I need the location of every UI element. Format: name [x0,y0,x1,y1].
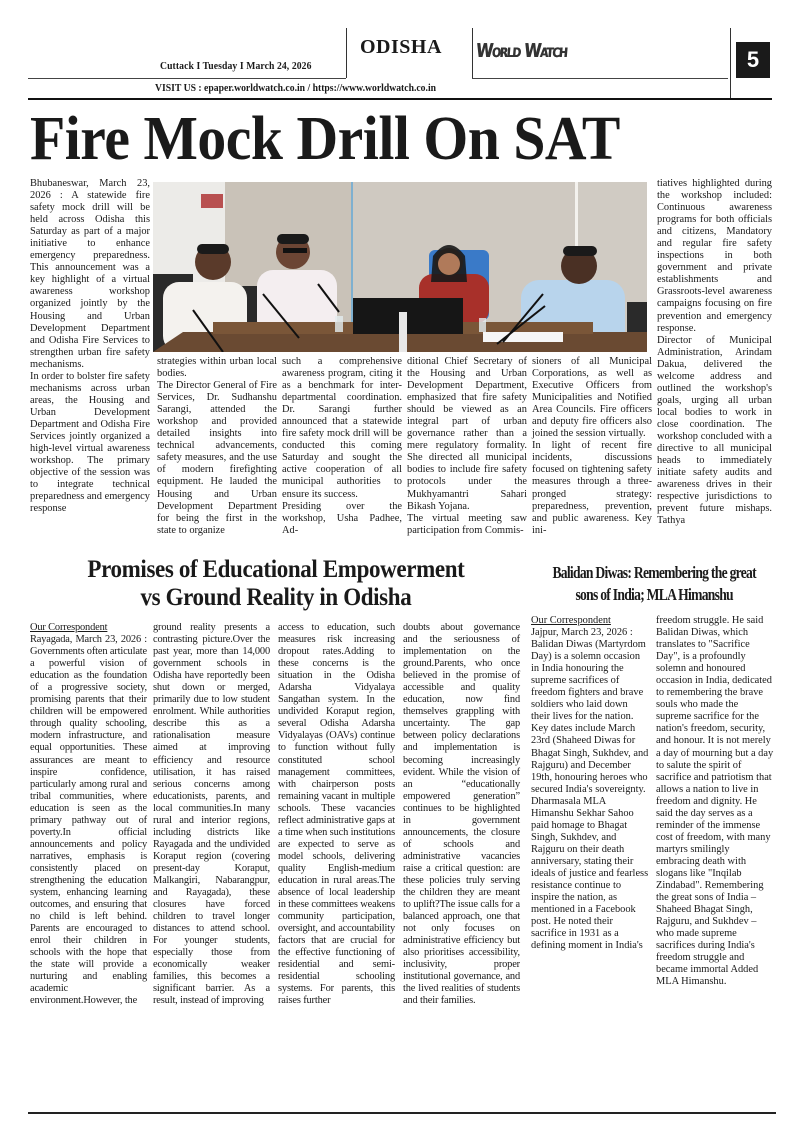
article-fire-column-3 [282,356,402,537]
newspaper-logo: WORLD WATCH [475,40,568,62]
page-number: 5 [736,42,770,78]
divider [730,28,731,100]
article-balidan-column-1 [531,615,649,952]
article-education-column-4 [403,622,520,1008]
article-fire-column-2 [157,356,277,537]
paragraph: Presiding over the workshop, Usha Padhee, Ad- [282,500,402,536]
headline-line-2: sons of India; MLA Himanshu [575,585,733,604]
divider [472,28,473,78]
photo-officials-meeting [153,182,647,352]
paragraph: Bhubaneswar, March 23, 2026 : A statewide fire safety mock drill will be held across Odisha this Saturday as part of a major initiative to enhance emergency preparedness. This announcement was a key highlight of a virtual awareness workshop organized jointly by the Housing and Urban Development Department and Odisha Fire Services to strengthen urban fire safety mechanisms. [30,178,150,370]
paragraph: The Director General of Fire Services, Dr. Sudhanshu Sarangi, attended the workshop and provided detailed insights into technical advancements, safety measures, and the use of modern firefighting equipment. He lauded the Housing and Urban Development Department for being the first in the state to organize [157,380,277,536]
byline: Our Correspondent [531,615,611,626]
paragraph: doubts about governance and the seriousness of implementation on the ground.Parents, who once believed in the promise of accessible and quality education, now find themselves grappling with uncertainty. The gap between policy declarations and implementation is becoming increasingly evident. While the vision of an “educationally empowered generation” continues to be highlighted in government announcements, the closure of schools and administrative vacancies raise a critical question: are these policies truly serving the children they are meant to uplift?The issue calls for a balanced approach, one that not only focuses on administrative efficiency but also prioritises accessibility, inclusivity, proper institutional governance, and the lived realities of students and their families. [403,622,520,1007]
masthead [0,0,800,102]
article-education-column-3 [278,622,395,1008]
paragraph: access to education, such measures risk increasing dropout rates.Adding to these concerns is the situation in the Odisha Adarsha Vidyalaya Sangathan system. In the undivided Koraput region, several Odisha Adarsha Vidyalayas (OAVs) continue to function without fully constituted school management committees, with chairperson posts remaining vacant in multiple schools. These vacancies reflect administrative gaps at a time when such institutions are expected to serve as model schools, delivering quality English-medium education in rural areas.The absence of local leadership in these committees weakens community participation, oversight, and accountability factors that are crucial for the effective functioning of residential and semi-residential schooling systems. For parents, this raises further [278,622,395,1007]
paragraph: Director of Municipal Administration, Arindam Dakua, delivered the welcome address and outlined the workshop's goals, urging all urban local bodies to work in close coordination. The workshop concluded with a directive to all municipal heads to immediately initiate safety audits and awareness drives in their respective jurisdictions to prevent future mishaps. Tathya [657,334,772,527]
dateline: Cuttack I Tuesday I March 24, 2026 [160,60,312,72]
paragraph: ground reality presents a contrasting picture.Over the past year, more than 14,000 government schools in Odisha have reportedly been shut down or merged, primarily due to low student enrolment. While authorities describe this as a rationalisation measure aimed at improving efficiency and resource utilisation, it has raised serious concerns among educationists, parents, and local communities.In many rural and interior regions, including districts like Rayagada and the undivided Koraput region (covering present-day Koraput, Malkangiri, Nabarangpur, and Rayagada), these closures have forced children to travel longer distances to attend school. For younger students, especially those from economically weaker families, this becomes a significant barrier. As a result, instead of improving [153,622,270,1007]
paragraph: freedom struggle. He said Balidan Diwas, which translates to "Sacrifice Day", is a profoundly solemn and honoured occasion in India, dedicated to remembering the brave souls who made the supreme sacrifice for the nation's freedom, security, and honour. It is not merely a day of mourning but a day to salute the spirit of sacrifice and patriotism that allows a nation to live in freedom and dignity. He said the day serves as a reminder of the immense cost of freedom, with many martyrs smilingly embracing death with slogans like "Inqilab Zindabad". Remembering the great sons of India – Shaheed Bhagat Singh, Rajguru, and Sukhdev – who made supreme sacrifices during India's freedom struggle and became immortal Added MLA Himanshu. [656,615,774,988]
headline-fire-mock-drill: Fire Mock Drill On SAT [30,105,620,173]
paragraph: sioners of all Municipal Corporations, as well as Executive Officers from Municipalities and Notified Area Councils. Fire officers and deputy fire officers also joined the session virtually. [532,356,652,440]
article-education-column-2 [153,622,270,1008]
divider [28,1112,776,1114]
article-fire-column-6 [657,178,772,527]
article-fire-column-1 [30,178,150,515]
paragraph: ditional Chief Secretary of the Housing and Urban Development Department, emphasized that fire safety should be viewed as an integral part of urban governance rather than a mere regulatory formality. She directed all municipal bodies to include fire safety protocols under the Mukhyamantri Sahari Bikash Yojana. [407,356,527,512]
headline-line-1: Balidan Diwas: Remembering the great [552,563,756,582]
headline-line-2: vs Ground Reality in Odisha [140,584,411,611]
headline-balidan-diwas [527,562,777,606]
divider [472,78,728,79]
article-education-column-1 [30,622,147,1008]
article-balidan-column-2 [656,615,774,988]
article-fire-column-4 [407,356,527,537]
divider [346,28,347,78]
divider [28,78,346,79]
paragraph: Jajpur, March 23, 2026 : Balidan Diwas (Martyrdom Day) is a solemn occasion in India honouring the supreme sacrifices of freedom fighters and brave soldiers who laid down their lives for the nation. Key dates include March 23rd (Shaheed Diwas for Bhagat Singh, Sukhdev, and Rajguru) and December 19th, honouring heroes who secured India's sovereignty. Dharmasala MLA Himanshu Sekhar Sahoo paid homage to Bhagat Singh, Sukhdev, and Rajguru on their death anniversary, stating their ideals of justice and fearless resistance continue to inspire the nation, as mentioned in a Facebook post. He noted their sacrifice in 1931 as a defining moment in India's [531,627,649,952]
headline-educational-empowerment [28,556,523,612]
paragraph: such a comprehensive awareness program, citing it as a benchmark for inter-departmental coordination. Dr. Sarangi further announced that a statewide fire safety mock drill will be conducted this coming Saturday and sought the active cooperation of all municipal authorities to ensure its success. [282,356,402,500]
paragraph: In light of recent fire incidents, discussions focused on tightening safety measures through a three-pronged strategy: preparedness, prevention, and public awareness. Key ini- [532,440,652,536]
divider [28,98,772,100]
section-name: ODISHA [360,36,442,58]
paragraph: tiatives highlighted during the workshop included: Continuous awareness programs for both officials and citizens, Mandatory and regular fire safety inspections in both government and private establishments and Grassroots-level awareness campaigns focusing on fire prevention and emergency response. [657,178,772,334]
paragraph: Rayagada, March 23, 2026 : Governments often articulate a powerful vision of education as the foundation of a progressive society, promising parents that their children will be empowered through quality schooling, modern infrastructure, and equal opportunities. These assurances are meant to inspire confidence, particularly among rural and tribal communities, where education is seen as the primary pathway out of poverty.In official announcements and policy narratives, emphasis is consistently placed on strengthening the education system, enhancing learning outcomes, and ensuring that no child is left behind. Parents are encouraged to enrol their children in schools with the hope that the state will provide a nurturing and enabling academic environment.However, the [30,634,147,1007]
paragraph: The virtual meeting saw participation from Commis- [407,512,527,536]
byline: Our Correspondent [30,622,108,633]
headline-line-1: Promises of Educational Empowerment [86,556,465,583]
article-fire-column-5 [532,356,652,537]
visit-url-line: VISIT US : epaper.worldwatch.co.in / https://www.worldwatch.co.in [155,82,437,94]
paragraph: In order to bolster fire safety mechanisms across urban areas, the Housing and Urban Development Department and Odisha Fire Services jointly organized a high-level virtual awareness workshop. The primary objective of the session was to integrate technical preparedness and emergency response [30,370,150,515]
paragraph: strategies within urban local bodies. [157,356,277,380]
article-photo [153,182,647,352]
